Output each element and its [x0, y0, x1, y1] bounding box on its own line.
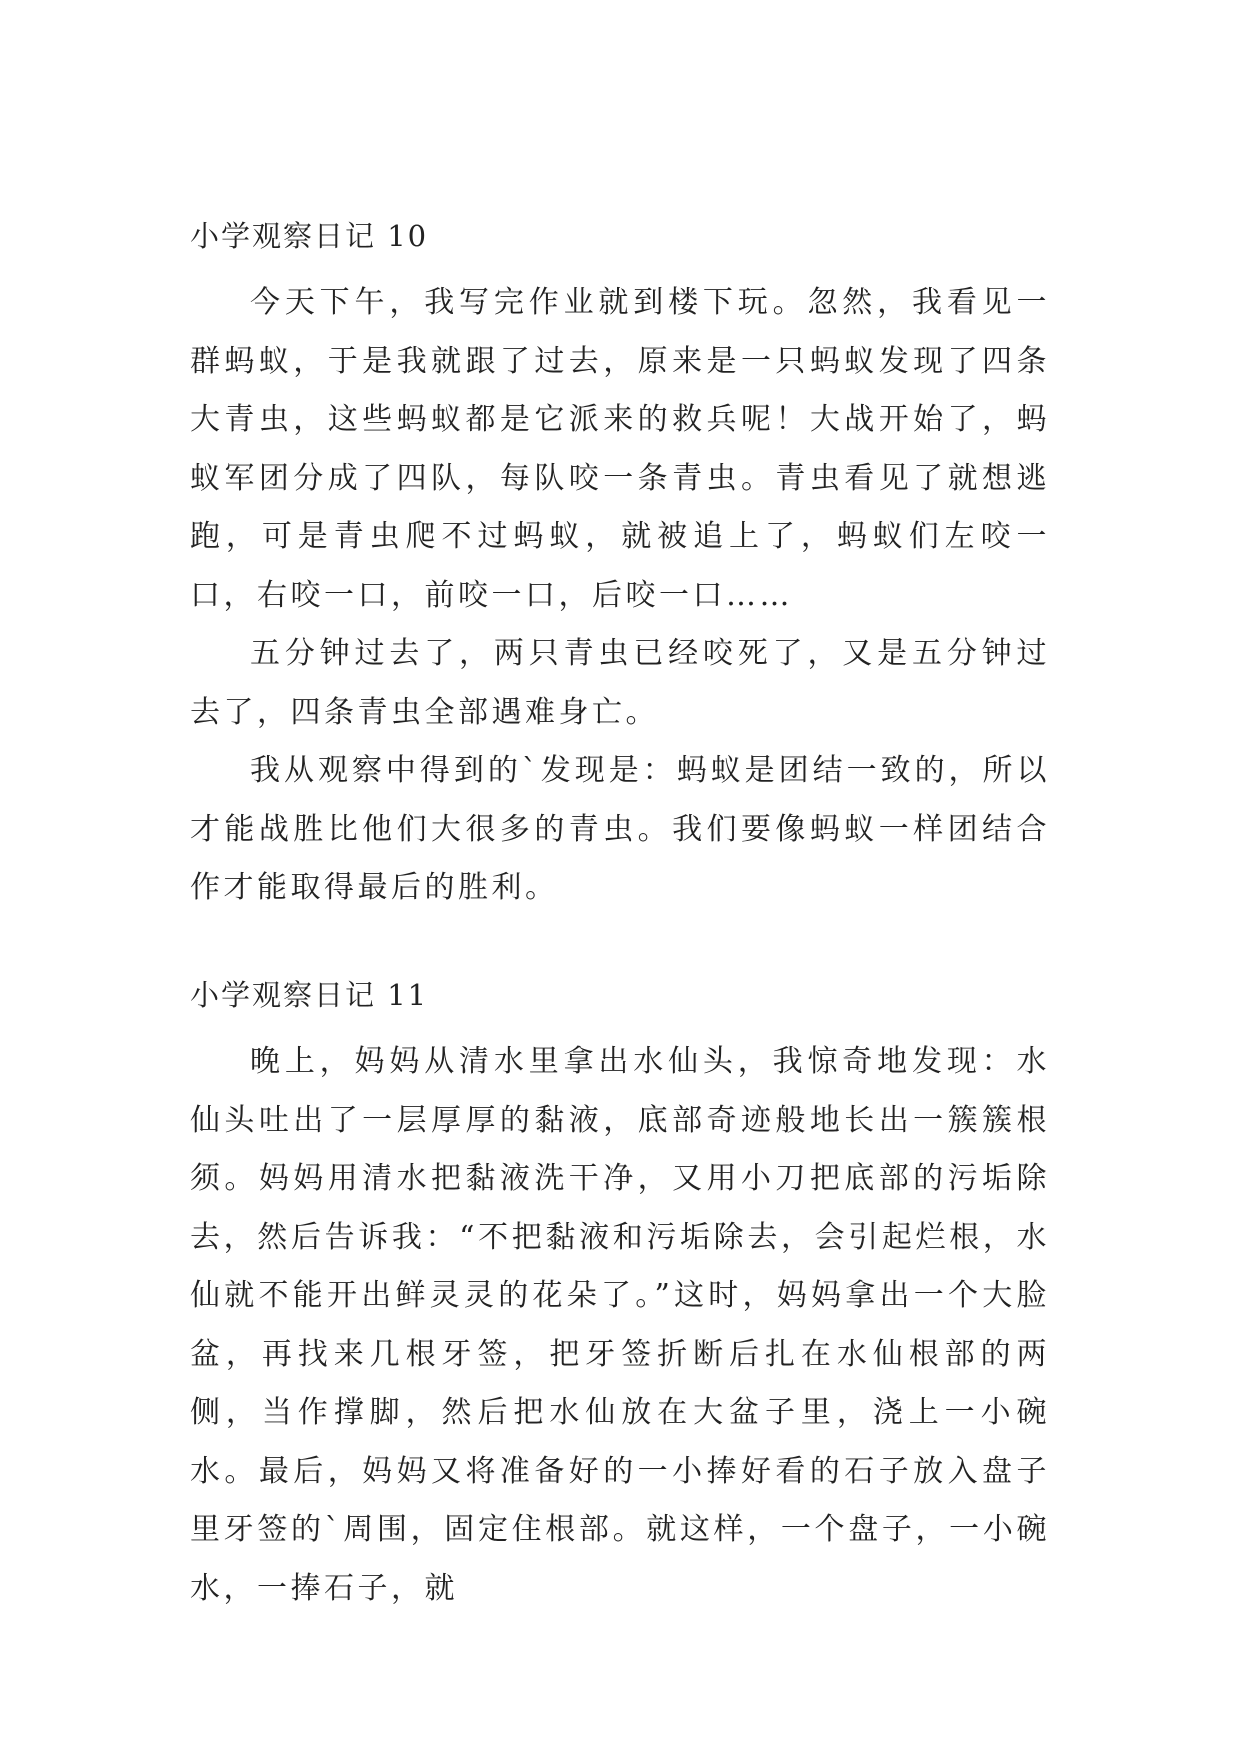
- entry-paragraph: 晚上，妈妈从清水里拿出水仙头，我惊奇地发现：水仙头吐出了一层厚厚的黏液，底部奇迹般地长出一簇簇根须。妈妈用清水把黏液洗干净，又用小刀把底部的污垢除去，然后告诉我：“不把黏液和污垢除去，会引起烂根，水仙就不能开出鲜灵灵的花朵了。”这时，妈妈拿出一个大脸盆，再找来几根牙签，把牙签折断后扎在水仙根部的两侧，当作撑脚，然后把水仙放在大盆子里，浇上一小碗水。最后，妈妈又将准备好的一小捧好看的石子放入盘子里牙签的`周围，固定住根部。就这样，一个盘子，一小碗水，一捧石子，就: [190, 1044, 1050, 1606]
- diary-entry-10: [190, 216, 1050, 918]
- entry-title: 小学观察日记 11: [190, 978, 429, 1012]
- entry-paragraph: 今天下午，我写完作业就到楼下玩。忽然，我看见一群蚂蚁，于是我就跟了过去，原来是一只蚂蚁发现了四条大青虫，这些蚂蚁都是它派来的救兵呢！大战开始了，蚂蚁军团分成了四队，每队咬一条青虫。青虫看见了就想逃跑，可是青虫爬不过蚂蚁，就被追上了，蚂蚁们左咬一口，右咬一口，前咬一口，后咬一口……: [190, 285, 1050, 613]
- entry-paragraph: 五分钟过去了，两只青虫已经咬死了，又是五分钟过去了，四条青虫全部遇难身亡。: [190, 636, 1050, 730]
- entry-paragraph: 我从观察中得到的`发现是：蚂蚁是团结一致的，所以才能战胜比他们大很多的青虫。我们要像蚂蚁一样团结合作才能取得最后的胜利。: [190, 753, 1050, 905]
- entry-title: 小学观察日记 10: [190, 219, 429, 253]
- diary-entry-11: [190, 975, 1050, 1618]
